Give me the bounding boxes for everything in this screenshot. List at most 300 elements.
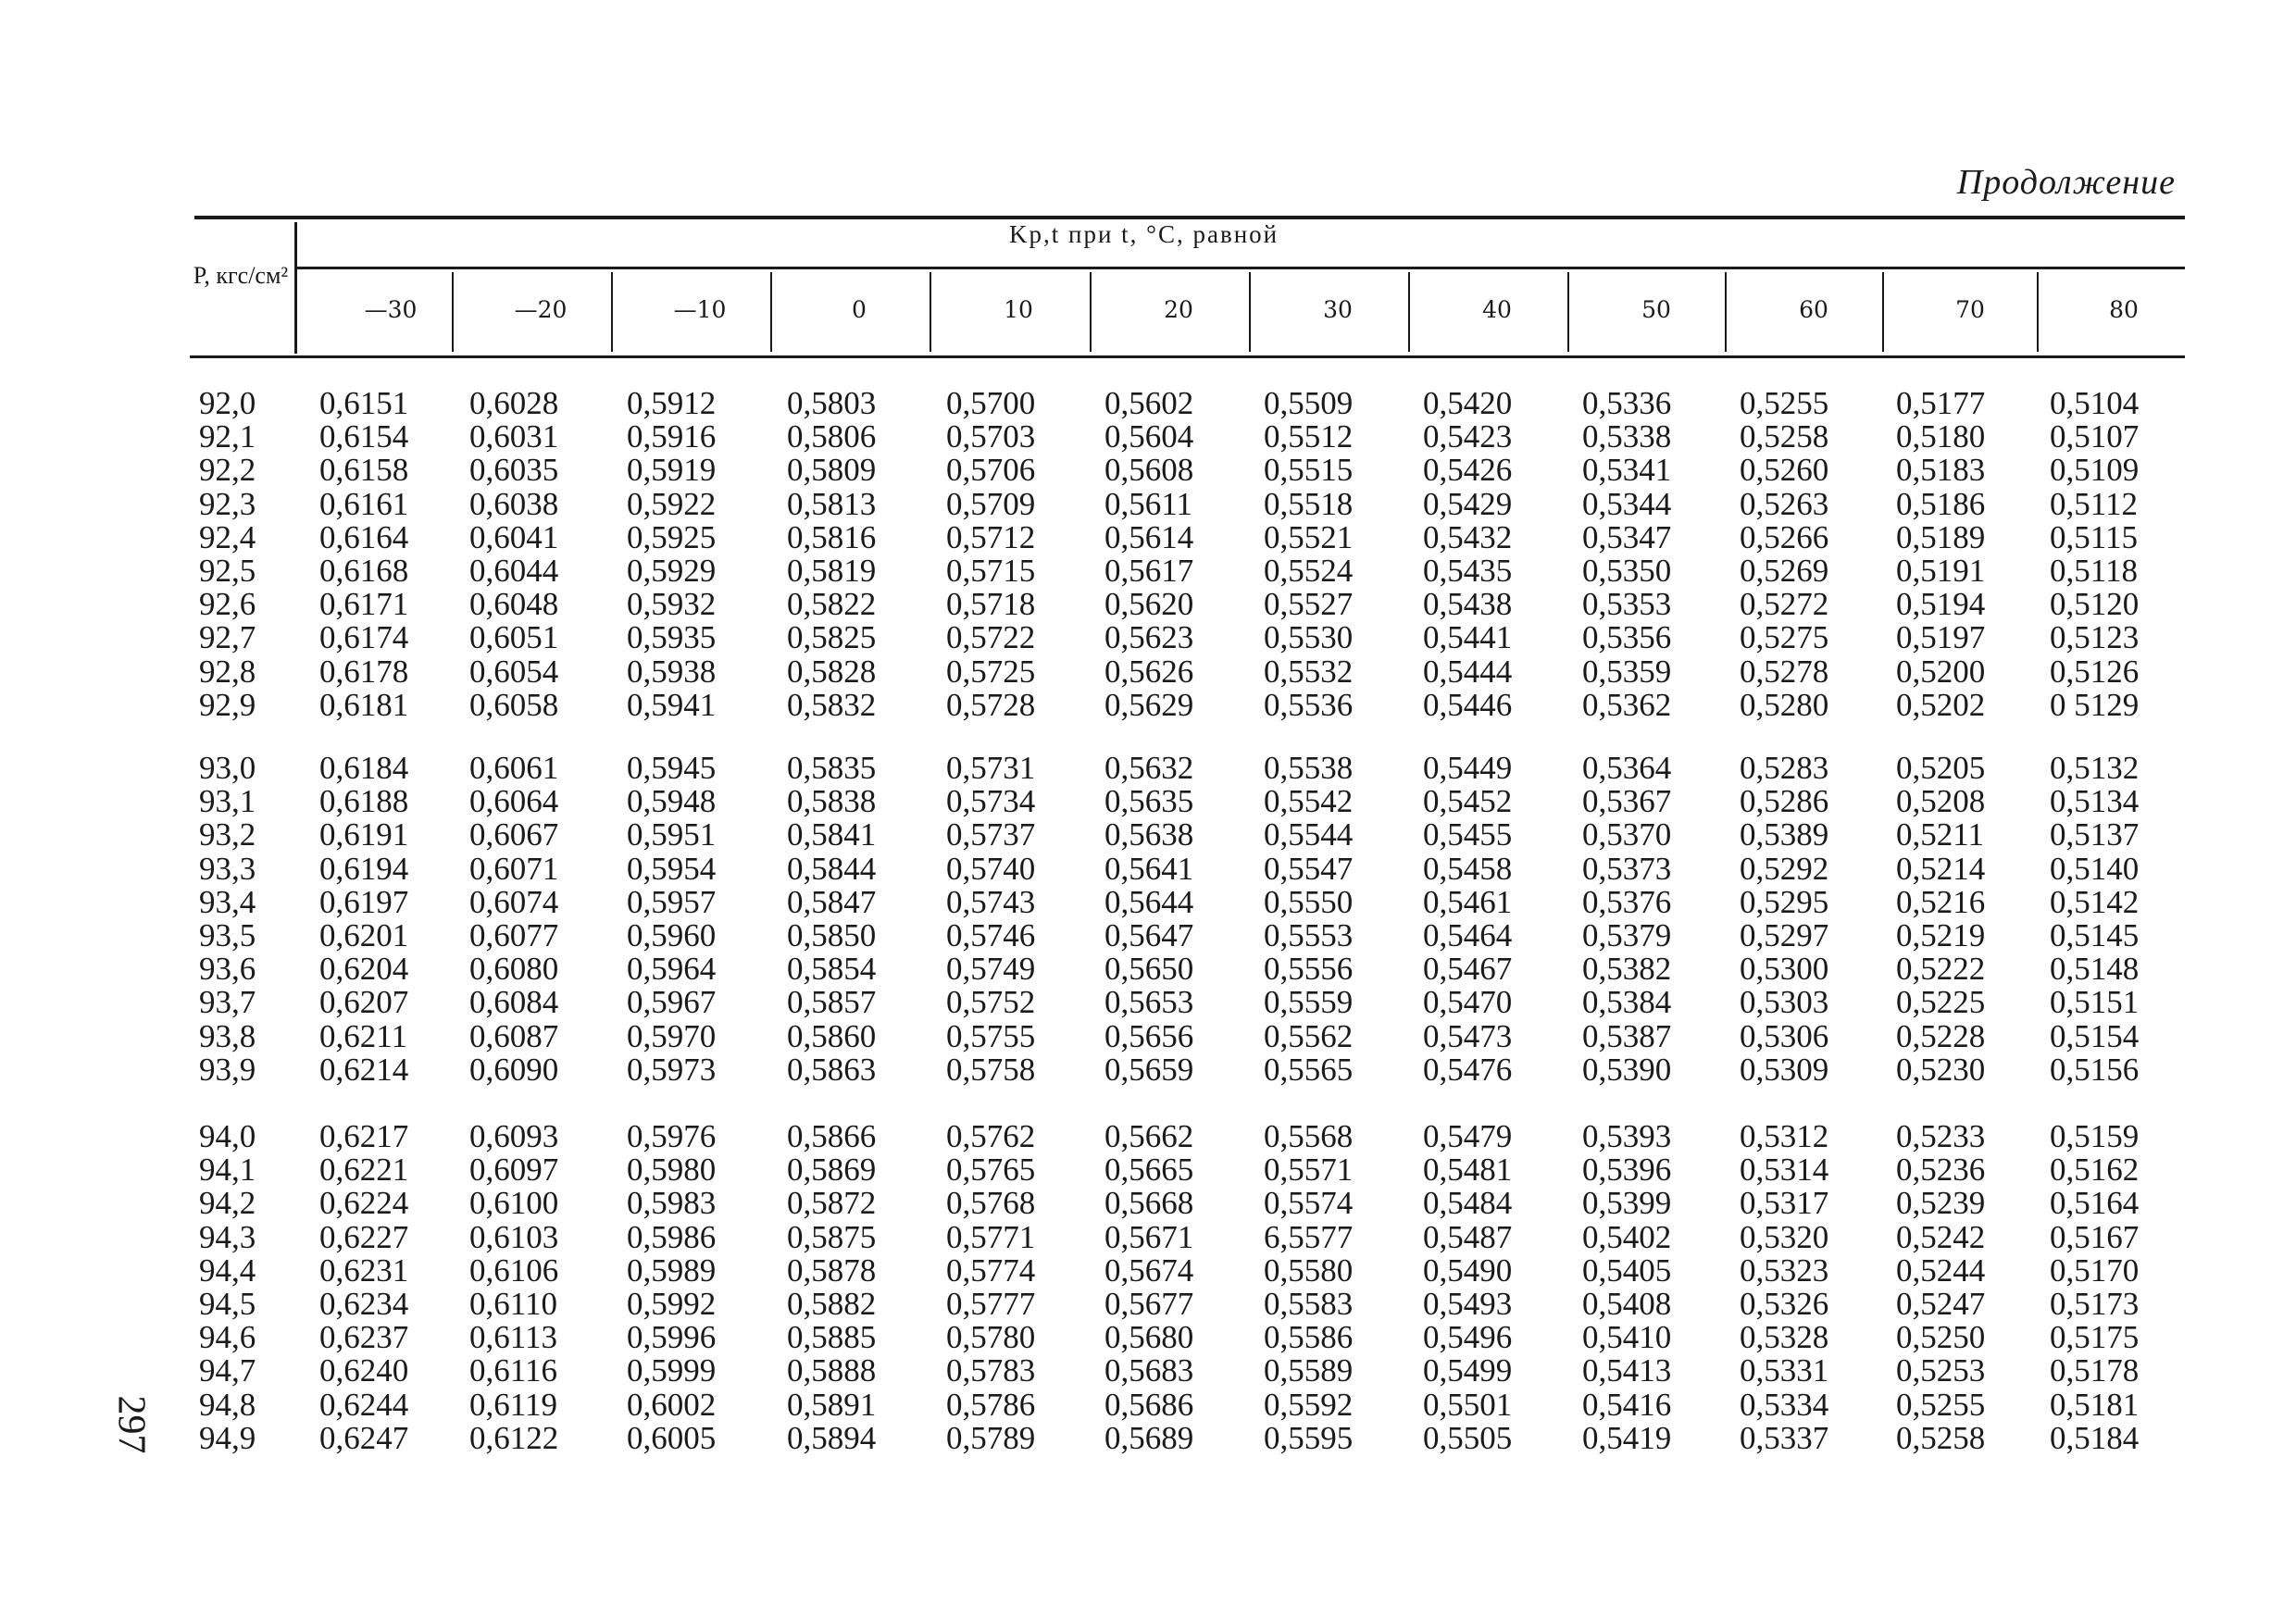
value-cell: 0,5255 <box>1896 1386 1986 1423</box>
value-cell: 0,5866 <box>787 1118 877 1154</box>
value-cell: 0,5420 <box>1423 385 1513 421</box>
value-cell: 0,5239 <box>1896 1185 1986 1222</box>
page-number: 297 <box>109 1395 153 1454</box>
value-cell: 0,5123 <box>2050 619 2140 656</box>
value-cell: 0,5211 <box>1896 816 1984 853</box>
value-cell: 0,5337 <box>1740 1419 1829 1456</box>
value-cell: 0,5197 <box>1896 619 1986 656</box>
value-cell: 0,5527 <box>1264 586 1354 623</box>
value-cell: 0,5233 <box>1896 1118 1986 1154</box>
pressure-cell: 93,0 <box>199 750 256 786</box>
value-cell: 0,5255 <box>1740 385 1829 421</box>
value-cell: 0,6051 <box>469 619 559 656</box>
value-cell: 0,5608 <box>1104 452 1194 489</box>
value-cell: 0,5481 <box>1423 1152 1513 1189</box>
pressure-cell: 93,4 <box>199 883 256 920</box>
value-cell: 0,5303 <box>1740 984 1829 1021</box>
value-cell: 0,5173 <box>2050 1286 2140 1322</box>
value-cell: 0,5749 <box>946 951 1036 988</box>
value-cell: 0,5402 <box>1582 1218 1672 1255</box>
value-cell: 0,5379 <box>1582 917 1672 953</box>
pressure-cell: 92,8 <box>199 653 256 690</box>
value-cell: 0,5629 <box>1104 686 1194 723</box>
value-cell: 0,5595 <box>1264 1419 1354 1456</box>
value-cell: 0,5393 <box>1582 1118 1672 1154</box>
value-cell: 0,6197 <box>319 883 409 920</box>
value-cell: 0,5162 <box>2050 1152 2140 1189</box>
value-cell: 0,5623 <box>1104 619 1194 656</box>
value-cell: 0,5872 <box>787 1185 877 1222</box>
value-cell: 0,5426 <box>1423 452 1513 489</box>
value-cell: 0,5164 <box>2050 1185 2140 1222</box>
value-cell: 0,5167 <box>2050 1218 2140 1255</box>
column-divider <box>1249 272 1251 352</box>
pressure-cell: 94,7 <box>199 1352 256 1389</box>
value-cell: 0,5446 <box>1423 686 1513 723</box>
value-cell: 0,6103 <box>469 1218 559 1255</box>
value-cell: 0,5314 <box>1740 1152 1829 1189</box>
value-cell: 0,5806 <box>787 418 877 455</box>
value-cell: 0,5644 <box>1104 883 1194 920</box>
value-cell: 0,5653 <box>1104 984 1194 1021</box>
value-cell: 0,5847 <box>787 883 877 920</box>
value-cell: 0,5200 <box>1896 653 1986 690</box>
value-cell: 0,5941 <box>627 686 717 723</box>
value-cell: 0,5137 <box>2050 816 2140 853</box>
value-cell: 0,6194 <box>319 850 409 887</box>
value-cell: 0,5632 <box>1104 750 1194 786</box>
value-cell: 0,5758 <box>946 1051 1036 1088</box>
pressure-cell: 92,1 <box>199 418 256 455</box>
value-cell: 0,5432 <box>1423 518 1513 555</box>
value-cell: 0,5869 <box>787 1152 877 1189</box>
value-cell: 0,5932 <box>627 586 717 623</box>
value-cell: 0,5399 <box>1582 1185 1672 1222</box>
value-cell: 0,5565 <box>1264 1051 1354 1088</box>
value-cell: 0,6113 <box>469 1319 557 1356</box>
value-cell: 0,5230 <box>1896 1051 1986 1088</box>
temperature-header: 20 <box>1164 296 1193 323</box>
value-cell: 0,5559 <box>1264 984 1354 1021</box>
value-cell: 0,5178 <box>2050 1352 2140 1389</box>
value-cell: 0,6158 <box>319 452 409 489</box>
value-cell: 0,6035 <box>469 452 559 489</box>
value-cell: 0,5384 <box>1582 984 1672 1021</box>
column-divider <box>2037 272 2039 352</box>
value-cell: 0,5973 <box>627 1051 717 1088</box>
value-cell: 0,6178 <box>319 653 409 690</box>
value-cell: 0,5580 <box>1264 1252 1354 1289</box>
value-cell: 0,5410 <box>1582 1319 1672 1356</box>
value-cell: 0,6071 <box>469 850 559 887</box>
p-column-header: P, кгс/см² <box>193 262 289 289</box>
value-cell: 0,6110 <box>469 1286 557 1322</box>
value-cell: 0,6214 <box>319 1051 409 1088</box>
pressure-cell: 92,4 <box>199 518 256 555</box>
value-cell: 0,5885 <box>787 1319 877 1356</box>
value-cell: 0,6093 <box>469 1118 559 1154</box>
value-cell: 0,6041 <box>469 518 559 555</box>
value-cell: 0,5242 <box>1896 1218 1986 1255</box>
value-cell: 0,6221 <box>319 1152 409 1189</box>
value-cell: 0,5518 <box>1264 485 1354 522</box>
value-cell: 0,6080 <box>469 951 559 988</box>
value-cell: 0,5638 <box>1104 816 1194 853</box>
value-cell: 0,5253 <box>1896 1352 1986 1389</box>
pressure-cell: 93,2 <box>199 816 256 853</box>
value-cell: 0,5476 <box>1423 1051 1513 1088</box>
value-cell: 0,5353 <box>1582 586 1672 623</box>
value-cell: 0,5429 <box>1423 485 1513 522</box>
value-cell: 0,5809 <box>787 452 877 489</box>
value-cell: 0,5989 <box>627 1252 717 1289</box>
value-cell: 0,5996 <box>627 1319 717 1356</box>
column-divider <box>611 272 613 352</box>
temperature-header: 10 <box>1004 296 1033 323</box>
value-cell: 0,5857 <box>787 984 877 1021</box>
value-cell: 0,5317 <box>1740 1185 1829 1222</box>
value-cell: 0,6090 <box>469 1051 559 1088</box>
pressure-cell: 93,3 <box>199 850 256 887</box>
p-column-divider <box>294 222 297 354</box>
value-cell: 0,5297 <box>1740 917 1829 953</box>
value-cell: 0,6084 <box>469 984 559 1021</box>
value-cell: 0,6240 <box>319 1352 409 1389</box>
value-cell: 0,5216 <box>1896 883 1986 920</box>
value-cell: 0,5408 <box>1582 1286 1672 1322</box>
pressure-cell: 94,2 <box>199 1185 256 1222</box>
value-cell: 0,5367 <box>1582 783 1672 820</box>
value-cell: 0,5435 <box>1423 553 1513 589</box>
value-cell: 0,6106 <box>469 1252 559 1289</box>
value-cell: 0,5275 <box>1740 619 1829 656</box>
value-cell: 0,5341 <box>1582 452 1672 489</box>
value-cell: 0,6097 <box>469 1152 559 1189</box>
value-cell: 0,5542 <box>1264 783 1354 820</box>
value-cell: 0,6038 <box>469 485 559 522</box>
value-cell: 0,6181 <box>319 686 409 723</box>
value-cell: 0,5919 <box>627 452 717 489</box>
value-cell: 0,6064 <box>469 783 559 820</box>
value-cell: 0,5957 <box>627 883 717 920</box>
value-cell: 0,5743 <box>946 883 1036 920</box>
value-cell: 0,6100 <box>469 1185 559 1222</box>
value-cell: 0,5620 <box>1104 586 1194 623</box>
value-cell: 0,5416 <box>1582 1386 1672 1423</box>
value-cell: 0,5154 <box>2050 1017 2140 1054</box>
temperature-header: —30 <box>364 296 418 323</box>
value-cell: 0,5813 <box>787 485 877 522</box>
value-cell: 0,5362 <box>1582 686 1672 723</box>
value-cell: 0,5484 <box>1423 1185 1513 1222</box>
value-cell: 0,5413 <box>1582 1352 1672 1389</box>
value-cell: 0,5205 <box>1896 750 1986 786</box>
value-cell: 0,5938 <box>627 653 717 690</box>
value-cell: 0,5665 <box>1104 1152 1194 1189</box>
value-cell: 0,5350 <box>1582 553 1672 589</box>
value-cell: 0,5656 <box>1104 1017 1194 1054</box>
column-divider <box>1725 272 1727 352</box>
value-cell: 0,5650 <box>1104 951 1194 988</box>
value-cell: 0,5777 <box>946 1286 1036 1322</box>
value-cell: 0,5538 <box>1264 750 1354 786</box>
value-cell: 0,5236 <box>1896 1152 1986 1189</box>
value-cell: 0,5976 <box>627 1118 717 1154</box>
value-cell: 0,5479 <box>1423 1118 1513 1154</box>
value-cell: 0,5470 <box>1423 984 1513 1021</box>
value-cell: 0,5320 <box>1740 1218 1829 1255</box>
value-cell: 0,5562 <box>1264 1017 1354 1054</box>
value-cell: 0,5306 <box>1740 1017 1829 1054</box>
value-cell: 0,5347 <box>1582 518 1672 555</box>
value-cell: 0,5841 <box>787 816 877 853</box>
value-cell: 6,5577 <box>1264 1218 1354 1255</box>
value-cell: 0,5159 <box>2050 1118 2140 1154</box>
value-cell: 0,5689 <box>1104 1419 1194 1456</box>
value-cell: 0,5586 <box>1264 1319 1354 1356</box>
value-cell: 0,6224 <box>319 1185 409 1222</box>
value-cell: 0,5532 <box>1264 653 1354 690</box>
header-bottom-rule <box>190 355 2185 358</box>
value-cell: 0,5774 <box>946 1252 1036 1289</box>
value-cell: 0,6067 <box>469 816 559 853</box>
value-cell: 0,5331 <box>1740 1352 1829 1389</box>
value-cell: 0,6074 <box>469 883 559 920</box>
value-cell: 0,6154 <box>319 418 409 455</box>
value-cell: 0,5247 <box>1896 1286 1986 1322</box>
value-cell: 0,5109 <box>2050 452 2140 489</box>
subheader-rule <box>296 267 2185 269</box>
value-cell: 0,5104 <box>2050 385 2140 421</box>
value-cell: 0,5882 <box>787 1286 877 1322</box>
value-cell: 0,6244 <box>319 1386 409 1423</box>
value-cell: 0,6122 <box>469 1419 559 1456</box>
value-cell: 0,5151 <box>2050 984 2140 1021</box>
value-cell: 0,5536 <box>1264 686 1354 723</box>
value-cell: 0,5860 <box>787 1017 877 1054</box>
value-cell: 0,5948 <box>627 783 717 820</box>
value-cell: 0,5405 <box>1582 1252 1672 1289</box>
value-cell: 0,6204 <box>319 951 409 988</box>
value-cell: 0,5419 <box>1582 1419 1672 1456</box>
value-cell: 0,5916 <box>627 418 717 455</box>
continuation-label: Продолжение <box>1956 163 2176 202</box>
value-cell: 0 5129 <box>2050 686 2140 723</box>
value-cell: 0,5312 <box>1740 1118 1829 1154</box>
value-cell: 0,5626 <box>1104 653 1194 690</box>
value-cell: 0,5112 <box>2050 485 2138 522</box>
value-cell: 0,5838 <box>787 783 877 820</box>
value-cell: 0,5765 <box>946 1152 1036 1189</box>
value-cell: 0,5662 <box>1104 1118 1194 1154</box>
value-cell: 0,5647 <box>1104 917 1194 953</box>
column-divider <box>1090 272 1092 352</box>
value-cell: 0,6048 <box>469 586 559 623</box>
pressure-cell: 93,5 <box>199 917 256 953</box>
value-cell: 0,5467 <box>1423 951 1513 988</box>
value-cell: 0,5438 <box>1423 586 1513 623</box>
value-cell: 0,5635 <box>1104 783 1194 820</box>
pressure-cell: 92,6 <box>199 586 256 623</box>
value-cell: 0,5935 <box>627 619 717 656</box>
value-cell: 0,5464 <box>1423 917 1513 953</box>
value-cell: 0,5455 <box>1423 816 1513 853</box>
value-cell: 0,5728 <box>946 686 1036 723</box>
value-cell: 0,5487 <box>1423 1218 1513 1255</box>
value-cell: 0,5680 <box>1104 1319 1194 1356</box>
value-cell: 0,5189 <box>1896 518 1986 555</box>
pressure-cell: 94,8 <box>199 1386 256 1423</box>
value-cell: 0,5668 <box>1104 1185 1194 1222</box>
pressure-cell: 94,3 <box>199 1218 256 1255</box>
temperature-header: 70 <box>1955 296 1985 323</box>
pressure-cell: 92,3 <box>199 485 256 522</box>
value-cell: 0,5194 <box>1896 586 1986 623</box>
value-cell: 0,5835 <box>787 750 877 786</box>
pressure-cell: 92,2 <box>199 452 256 489</box>
value-cell: 0,5970 <box>627 1017 717 1054</box>
value-cell: 0,6028 <box>469 385 559 421</box>
value-cell: 0,5344 <box>1582 485 1672 522</box>
value-cell: 0,5132 <box>2050 750 2140 786</box>
pressure-cell: 94,9 <box>199 1419 256 1456</box>
pressure-cell: 94,5 <box>199 1286 256 1322</box>
value-cell: 0,6087 <box>469 1017 559 1054</box>
temperature-header: 0 <box>852 296 867 323</box>
value-cell: 0,6151 <box>319 385 409 421</box>
value-cell: 0,5396 <box>1582 1152 1672 1189</box>
value-cell: 0,5382 <box>1582 951 1672 988</box>
pressure-cell: 92,5 <box>199 553 256 589</box>
value-cell: 0,5283 <box>1740 750 1829 786</box>
value-cell: 0,5891 <box>787 1386 877 1423</box>
value-cell: 0,5260 <box>1740 452 1829 489</box>
value-cell: 0,5659 <box>1104 1051 1194 1088</box>
value-cell: 0,5364 <box>1582 750 1672 786</box>
value-cell: 0,5992 <box>627 1286 717 1322</box>
value-cell: 0,5762 <box>946 1118 1036 1154</box>
value-cell: 0,5888 <box>787 1352 877 1389</box>
value-cell: 0,5244 <box>1896 1252 1986 1289</box>
temperature-header: 40 <box>1482 296 1512 323</box>
temperature-header: 50 <box>1641 296 1671 323</box>
value-cell: 0,6207 <box>319 984 409 1021</box>
value-cell: 0,5894 <box>787 1419 877 1456</box>
value-cell: 0,5875 <box>787 1218 877 1255</box>
value-cell: 0,5844 <box>787 850 877 887</box>
value-cell: 0,5983 <box>627 1185 717 1222</box>
value-cell: 0,5140 <box>2050 850 2140 887</box>
value-cell: 0,5780 <box>946 1319 1036 1356</box>
value-cell: 0,6234 <box>319 1286 409 1322</box>
value-cell: 0,5819 <box>787 553 877 589</box>
value-cell: 0,6211 <box>319 1017 407 1054</box>
pressure-cell: 92,7 <box>199 619 256 656</box>
column-divider <box>930 272 931 352</box>
value-cell: 0,6119 <box>469 1386 557 1423</box>
value-cell: 0,5156 <box>2050 1051 2140 1088</box>
temperature-header: —10 <box>673 296 727 323</box>
value-cell: 0,5547 <box>1264 850 1354 887</box>
value-cell: 0,5222 <box>1896 951 1986 988</box>
table-top-rule <box>194 216 2185 219</box>
value-cell: 0,6168 <box>319 553 409 589</box>
value-cell: 0,5134 <box>2050 783 2140 820</box>
value-cell: 0,5272 <box>1740 586 1829 623</box>
value-cell: 0,6174 <box>319 619 409 656</box>
value-cell: 0,5258 <box>1740 418 1829 455</box>
pressure-cell: 94,1 <box>199 1152 256 1189</box>
value-cell: 0,5574 <box>1264 1185 1354 1222</box>
value-cell: 0,5980 <box>627 1152 717 1189</box>
column-divider <box>452 272 454 352</box>
value-cell: 0,5863 <box>787 1051 877 1088</box>
temperature-header: 30 <box>1323 296 1353 323</box>
value-cell: 0,5515 <box>1264 452 1354 489</box>
value-cell: 0,5945 <box>627 750 717 786</box>
value-cell: 0,5571 <box>1264 1152 1354 1189</box>
value-cell: 0,5683 <box>1104 1352 1194 1389</box>
pressure-cell: 93,1 <box>199 783 256 820</box>
value-cell: 0,6005 <box>627 1419 717 1456</box>
value-cell: 0,6217 <box>319 1118 409 1154</box>
value-cell: 0,5126 <box>2050 653 2140 690</box>
value-cell: 0,5771 <box>946 1218 1036 1255</box>
value-cell: 0,6031 <box>469 418 559 455</box>
value-cell: 0,6227 <box>319 1218 409 1255</box>
value-cell: 0,5300 <box>1740 951 1829 988</box>
value-cell: 0,5700 <box>946 385 1036 421</box>
column-divider <box>1567 272 1569 352</box>
value-cell: 0,5589 <box>1264 1352 1354 1389</box>
value-cell: 0,5854 <box>787 951 877 988</box>
value-cell: 0,5258 <box>1896 1419 1986 1456</box>
temperature-header: 80 <box>2109 296 2139 323</box>
value-cell: 0,6201 <box>319 917 409 953</box>
value-cell: 0,5278 <box>1740 653 1829 690</box>
value-cell: 0,5740 <box>946 850 1036 887</box>
value-cell: 0,5225 <box>1896 984 1986 1021</box>
value-cell: 0,5338 <box>1582 418 1672 455</box>
pressure-cell: 93,7 <box>199 984 256 1021</box>
value-cell: 0,5832 <box>787 686 877 723</box>
value-cell: 0,5107 <box>2050 418 2140 455</box>
value-cell: 0,5389 <box>1740 816 1829 853</box>
value-cell: 0,5768 <box>946 1185 1036 1222</box>
value-cell: 0,5250 <box>1896 1319 1986 1356</box>
value-cell: 0,5323 <box>1740 1252 1829 1289</box>
value-cell: 0,5709 <box>946 485 1036 522</box>
value-cell: 0,5449 <box>1423 750 1513 786</box>
value-cell: 0,5912 <box>627 385 717 421</box>
pressure-cell: 94,4 <box>199 1252 256 1289</box>
value-cell: 0,5183 <box>1896 452 1986 489</box>
value-cell: 0,6061 <box>469 750 559 786</box>
value-cell: 0,5674 <box>1104 1252 1194 1289</box>
value-cell: 0,6116 <box>469 1352 557 1389</box>
value-cell: 0,5850 <box>787 917 877 953</box>
value-cell: 0,6161 <box>319 485 409 522</box>
value-cell: 0,5120 <box>2050 586 2140 623</box>
value-cell: 0,5490 <box>1423 1252 1513 1289</box>
value-cell: 0,5611 <box>1104 485 1192 522</box>
value-cell: 0,5499 <box>1423 1352 1513 1389</box>
value-cell: 0,6188 <box>319 783 409 820</box>
pressure-cell: 93,6 <box>199 951 256 988</box>
value-cell: 0,6237 <box>319 1319 409 1356</box>
value-cell: 0,5553 <box>1264 917 1354 953</box>
value-cell: 0,5737 <box>946 816 1036 853</box>
